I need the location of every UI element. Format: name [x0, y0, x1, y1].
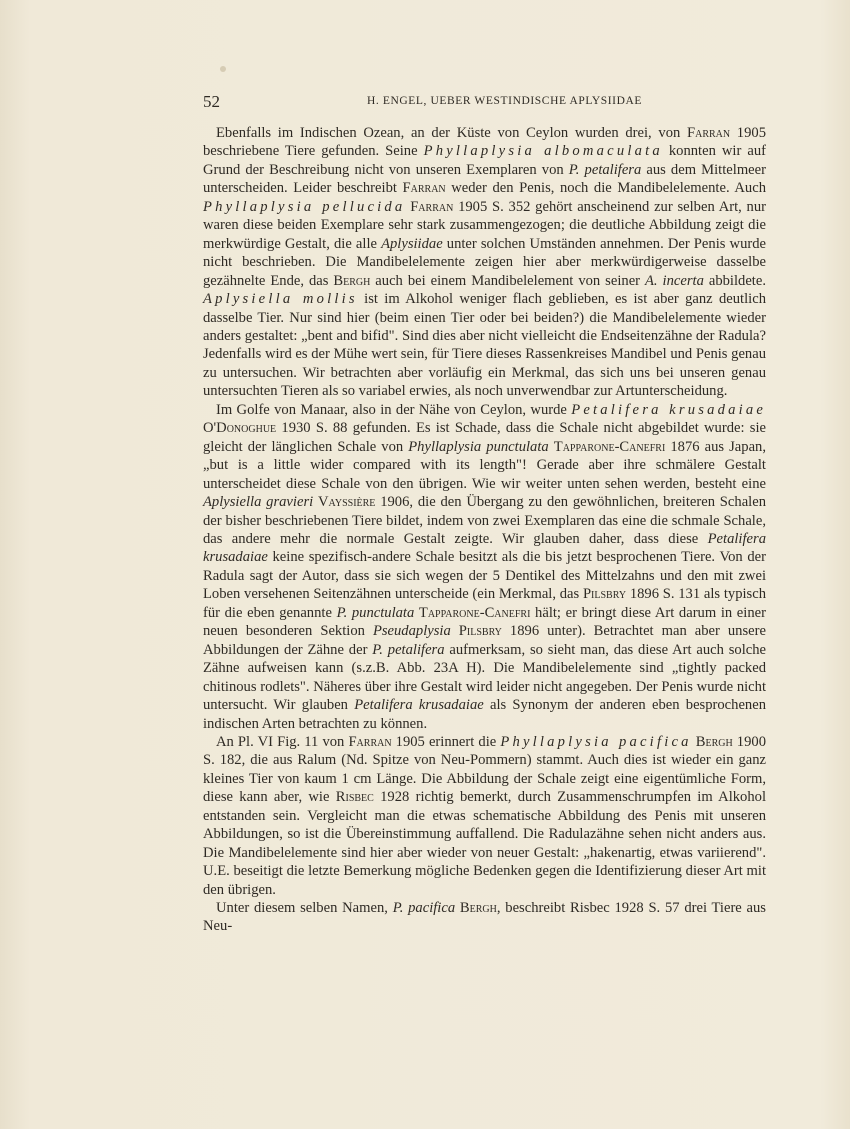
author-name: Pilsbry	[582, 586, 627, 603]
paper-stain	[220, 66, 226, 72]
author-name: Farran	[410, 198, 454, 215]
text-run: unter solchen Umständen annehmen. Der Penis wurde nicht beschrieben. Die Mandibelelemente zeigen hier aber merkwürdigerweise dasselbe gezähnelte Ende, das	[203, 235, 766, 289]
taxon-name: A. incerta	[645, 272, 704, 289]
species-name: Phyllaplysia pacifica	[500, 733, 692, 750]
text-run: 1896 unter). Betrachtet man aber unsere Abbildungen der Zähne der	[203, 623, 766, 658]
text-run: 1930 S. 88 gefunden. Es ist Schade, dass die Schale nicht abgebildet wurde: sie gleicht der länglichen Schale von	[203, 420, 766, 455]
author-name: Farran	[348, 733, 392, 750]
taxon-name: Petalifera krusadaiae	[354, 697, 484, 714]
author-name: Farran	[402, 180, 446, 197]
text-run: 1905 S. 352 gehört anscheinend zur selben Art, nur waren diese beiden Exemplare sehr stark zusammengezogen; die deutliche Abbildung zeigt die merkwürdige Gestalt, die alle	[203, 198, 767, 252]
text-run: An Pl. VI Fig. 11 von	[216, 733, 349, 750]
taxon-name: P. punctulata	[336, 604, 415, 621]
text-run: hält; er bringt diese Art darum in einer neuen besonderen Sektion	[203, 604, 766, 640]
paragraph-4	[203, 899, 766, 936]
species-name: Phyllaplysia pellucida	[203, 198, 406, 215]
text-run: Unter diesem selben Namen,	[216, 900, 393, 917]
taxon-name: P. petalifera	[568, 161, 642, 178]
text-run: 1906, die den Übergang zu den gewöhnlichen, breiteren Schalen der bisher beschriebenen Tiere bildet, indem von zwei Exemplaren das eine die schmale Schale, das andere mehr die normale Gestalt zeigte. Wir glauben daher, dass diese	[203, 494, 767, 547]
taxon-name: Pseudaplysia	[372, 623, 451, 640]
text-run: 1928 richtig bemerkt, durch Zusammenschrumpfen im Alkohol entstanden sein. Vergleicht man die etwas schematische Abbildung des Penis mit unseren Abbildungen, so ist die Übereinstimmung auffallend. Die Radulazähne sehen nicht anders aus. Die Mandibelelemente sind hier aber wieder von neuer Gestalt: „hakenartig, etwas variierend". U.E. beseitigt die letzte Bemerkung mögliche Bedenken gegen die Identifizierung dieser Art mit den übrigen.	[203, 789, 767, 898]
author-name: O'Donoghue	[203, 420, 277, 437]
text-run: Ebenfalls im Indischen Ozean, an der Küste von Ceylon wurden drei, von	[216, 125, 687, 141]
page-header	[203, 92, 766, 114]
text-run: 1900 S. 182, die aus Ralum (Nd. Spitze von Neu-Pommern) stammt. Auch dies ist wieder ein ganz kleines Tier von kaum 1 cm Länge. Die Abbildung der Schale zeigt eine eigentümliche Form, diese kann aber, wie	[203, 733, 766, 806]
author-name: Bergh	[333, 272, 371, 289]
text-run: aus dem Mittelmeer unterscheiden. Leider beschreibt	[203, 161, 766, 197]
text-run: weder den Penis, noch die Mandibelelemente. Auch	[445, 180, 766, 197]
species-name: Petalifera krusadaiae	[571, 401, 766, 418]
text-run	[451, 623, 459, 639]
text-run: keine spezifisch-andere Schale besitzt als die bis jetzt besprochenen Tiere. Von der Radula sagt der Autor, dass sie sich wegen der 5 Dentikel des Mittelzahns und den mit zwei Loben versehenen Seitenzähnen unterscheide (ein Merkmal, das	[203, 549, 766, 603]
text-run: auch bei einem Mandibelelement von seiner	[370, 272, 645, 289]
text-run: ist im Alkohol weniger flach geblieben, es ist aber ganz deutlich dasselbe Tier. Nur sind hier (beim einen Tier oder bei beiden?) die Mandibelelemente wieder anders gestaltet: „bent and bifid". Sind dies aber nicht vielleicht die Endseitenzähne der Radula? Jedenfalls wird es der Mühe wert sein, für Tiere dieses Rassenkreises Mandibel und Penis genau zu untersuchen. Wir betrachten aber vorläufig ein Merkmal, das sich uns bei unseren genau untersuchten Tieren als so variabel erwies, als noch unverwendbar zur Artunterscheidung.	[203, 291, 766, 400]
text-run: 1905 erinnert die	[391, 733, 501, 750]
text-run: als Synonym der anderen eben besprochenen indischen Arten betrachten zu können.	[203, 697, 766, 732]
text-run: 1876 aus Japan, „but is a little wider compared with its length"! Gerade aber ihre schmälere Gestalt unterscheidet diese Schale von den übrigen. Wie wir weiter unten sehen werden, besteht eine	[203, 438, 766, 492]
paragraph-3	[203, 733, 766, 899]
taxon-name: Petalifera krusadaiae	[203, 530, 766, 566]
author-name: Risbec	[335, 789, 374, 806]
taxon-name: Phyllaplysia punctulata	[408, 438, 549, 455]
taxon-name: Aplysiella gravieri	[203, 494, 314, 511]
taxon-name: Aplysiidae	[381, 235, 443, 252]
author-name: Bergh	[459, 900, 497, 917]
text-run: konnten wir auf Grund der Beschreibung nicht von unseren Exemplaren von	[203, 143, 766, 178]
text-run: aufmerksam, so sieht man, das diese Art auch solche Zähne aufweisen kann (s.z.B. Abb. 23A H). Die Mandibelelemente sind „tightly packed chitinous rodlets". Näheres über ihre Gestalt wird leider nicht angegeben. Der Penis wurde nicht untersucht. Wir glauben	[203, 641, 767, 714]
author-name: Tapparone-Canefri	[553, 438, 666, 455]
paragraph-2	[203, 401, 766, 733]
text-run: abbildete.	[703, 272, 766, 289]
species-name: Phyllaplysia albomaculata	[423, 143, 663, 160]
species-name: Aplysiella mollis	[203, 291, 358, 308]
author-name: Bergh	[695, 733, 733, 750]
taxon-name: P. pacifica	[392, 900, 456, 917]
text-run: 1905 beschriebene Tiere gefunden. Seine	[203, 125, 766, 160]
running-head: H. ENGEL, UEBER WESTINDISCHE APLYSIIDAE	[366, 95, 643, 107]
text-run: 1896 S. 131 als typisch für die eben genannte	[203, 586, 766, 621]
page-number: 52	[203, 92, 220, 111]
body-text	[203, 124, 766, 936]
text-run: Im Golfe von Manaar, also in der Nähe von Ceylon, wurde	[216, 401, 572, 418]
author-name: Tapparone-Canefri	[418, 604, 531, 621]
taxon-name: P. petalifera	[372, 641, 445, 658]
text-run: , beschreibt Risbec 1928 S. 57 drei Tiere aus Neu-	[203, 900, 766, 935]
paragraph-1	[203, 124, 766, 401]
author-name: Farran	[686, 125, 731, 141]
author-name: Pilsbry	[458, 623, 502, 640]
author-name: Vayssière	[318, 494, 376, 511]
